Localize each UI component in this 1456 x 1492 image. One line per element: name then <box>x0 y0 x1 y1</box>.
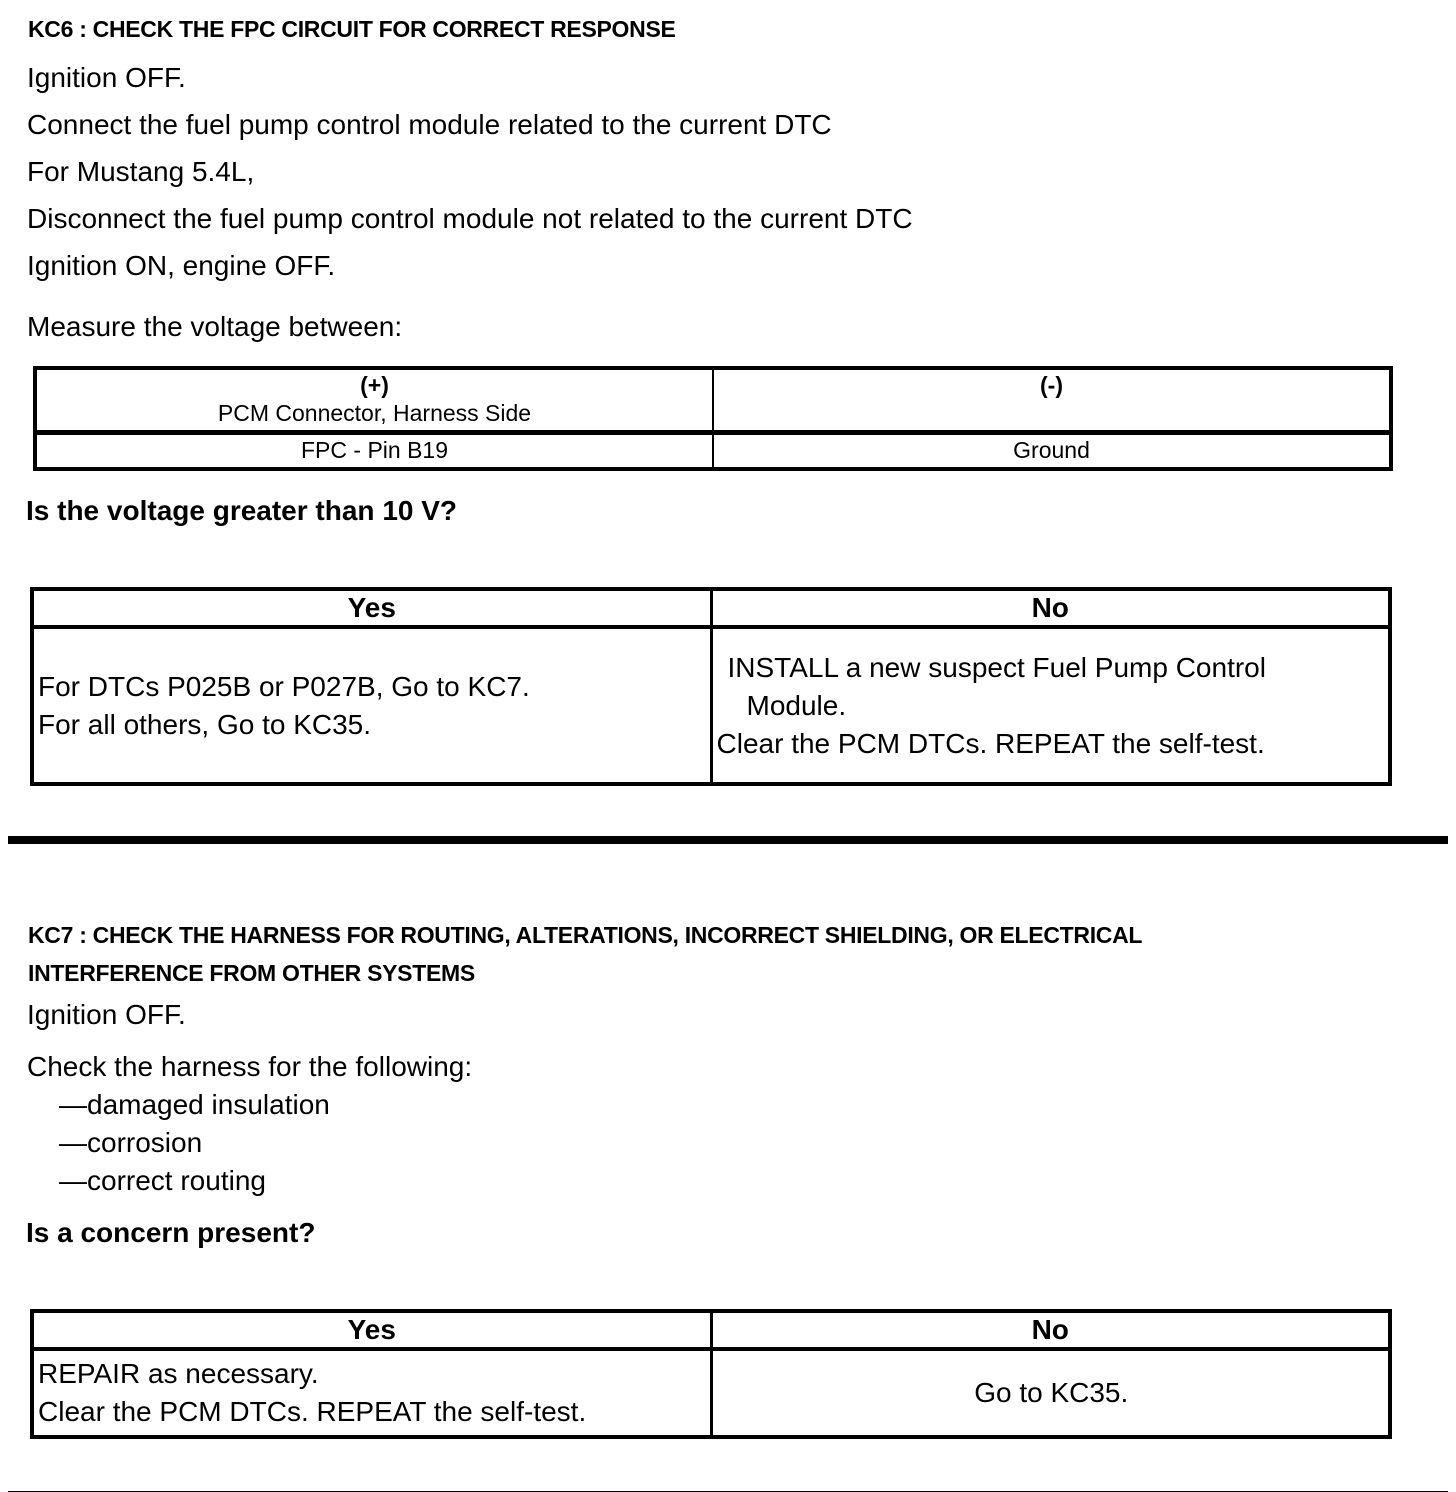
kc6-decision-table <box>30 587 1392 786</box>
kc6-step-line: Ignition ON, engine OFF. <box>27 250 336 281</box>
positive-connector-label: PCM Connector, Harness Side <box>217 400 532 426</box>
no-action-cell <box>711 627 1390 784</box>
negative-header-cell <box>713 368 1391 433</box>
kc7-checklist <box>27 1048 1456 1200</box>
yes-action-cell <box>32 1349 711 1437</box>
no-header-cell: No <box>711 589 1390 627</box>
kc6-section-heading: KC6 : CHECK THE FPC CIRCUIT FOR CORRECT RESPONSE <box>28 16 676 42</box>
negative-pin-cell: Ground <box>713 433 1391 470</box>
decision-body-row <box>32 1349 1390 1437</box>
yes-action-line: Clear the PCM DTCs. REPEAT the self-test. <box>38 1396 587 1427</box>
negative-sign-label: (-) <box>1040 372 1063 398</box>
kc6-step-line: For Mustang 5.4L, <box>27 156 255 187</box>
no-action-line: INSTALL a new suspect Fuel Pump Control <box>727 651 1266 683</box>
no-action-line: Module. <box>746 689 847 721</box>
kc6-measurement-table <box>33 366 1393 471</box>
checklist-item: —correct routing <box>59 1165 266 1196</box>
kc7-question: Is a concern present? <box>26 1217 316 1248</box>
checklist-label: Check the harness for the following: <box>27 1051 473 1082</box>
checklist-item: —corrosion <box>59 1127 203 1158</box>
no-action-line: Clear the PCM DTCs. REPEAT the self-test. <box>716 727 1265 759</box>
no-header-cell: No <box>711 1311 1390 1349</box>
checklist-item: —damaged insulation <box>59 1089 330 1120</box>
kc6-step-line: Ignition OFF. <box>27 62 186 93</box>
kc6-measure-label: Measure the voltage between: <box>27 311 403 342</box>
measurement-value-row <box>35 433 1391 470</box>
no-action-cell: Go to KC35. <box>711 1349 1390 1437</box>
positive-sign-label: (+) <box>360 372 389 398</box>
kc7-step-line: Ignition OFF. <box>27 999 186 1030</box>
positive-header-cell <box>35 368 713 433</box>
kc7-decision-table <box>30 1309 1392 1439</box>
kc6-question: Is the voltage greater than 10 V? <box>26 495 458 526</box>
yes-action-line: For DTCs P025B or P027B, Go to KC7. <box>38 670 530 702</box>
section-divider <box>8 836 1448 844</box>
yes-action-line: REPAIR as necessary. <box>38 1358 319 1389</box>
measurement-header-row <box>35 368 1391 433</box>
yes-action-line: For all others, Go to KC35. <box>38 708 372 740</box>
decision-header-row <box>32 589 1390 627</box>
decision-body-row <box>32 627 1390 784</box>
yes-header-cell: Yes <box>32 1311 711 1349</box>
kc6-step-line: Disconnect the fuel pump control module not related to the current DTC <box>27 203 913 234</box>
yes-header-cell: Yes <box>32 589 711 627</box>
kc7-section-heading: KC7 : CHECK THE HARNESS FOR ROUTING, ALTERATIONS, INCORRECT SHIELDING, OR ELECTRICAL INTERFERENCE FROM OTHER SYSTEMS <box>28 922 1142 986</box>
positive-pin-cell: FPC - Pin B19 <box>35 433 713 470</box>
kc6-step-line: Connect the fuel pump control module related to the current DTC <box>27 109 832 140</box>
yes-action-cell <box>32 627 711 784</box>
decision-header-row <box>32 1311 1390 1349</box>
